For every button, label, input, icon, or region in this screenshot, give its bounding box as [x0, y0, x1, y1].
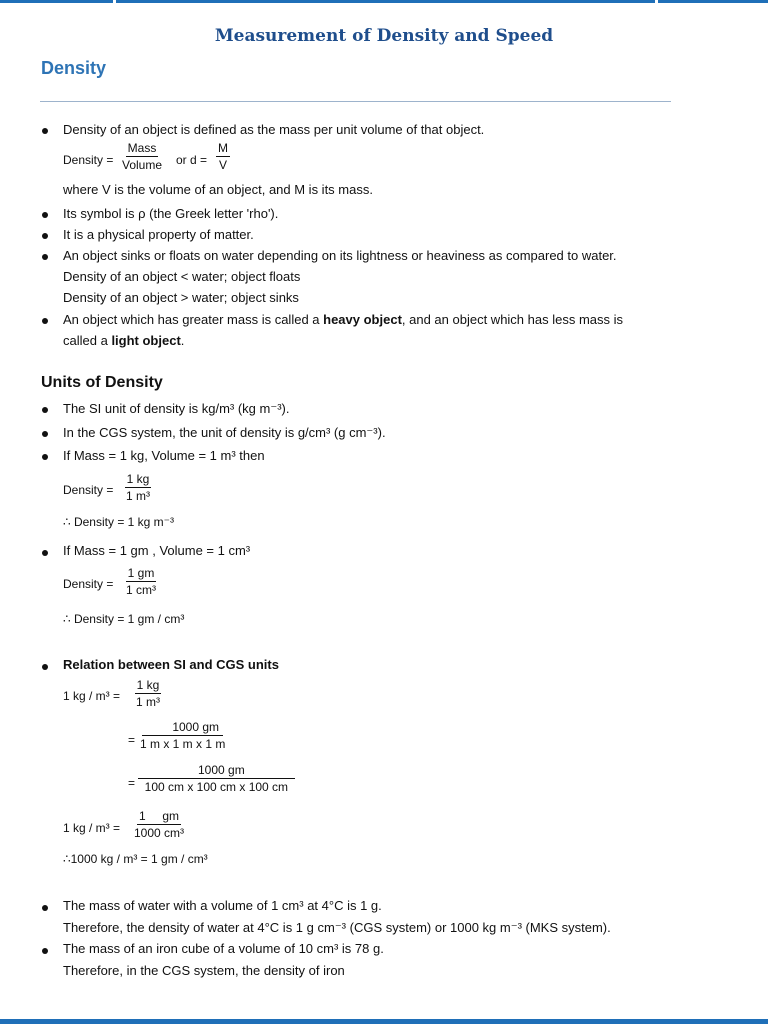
- iron-density-text: Therefore, in the CGS system, the density of iron: [63, 963, 345, 978]
- heavy-object-text: An object which has greater mass is called a heavy object, and an object which has less mass is: [63, 312, 624, 327]
- section-heading-density: Density: [41, 58, 107, 78]
- sink-float-text: An object sinks or floats on water depending on its lightness or heaviness as compared to water.: [63, 248, 617, 263]
- floats-rule: Density of an object < water; object floats: [63, 269, 301, 284]
- example2-fraction: $\frac{1 gm}{\text{1 cm³}}$: [126, 566, 156, 597]
- example2-result: ∴ Density = 1 gm / cm³: [63, 612, 185, 626]
- formula-label: Density =: [63, 153, 114, 167]
- example2-condition: If Mass = 1 gm , Volume = 1 cm³: [63, 543, 251, 558]
- formula-numerator: Mass: [127, 141, 157, 155]
- bottom-border: [0, 1019, 768, 1024]
- formula-where: where V is the volume of an object, and M is its mass.: [63, 182, 373, 197]
- bullet: [42, 233, 48, 239]
- relation-fraction-4: $\frac{1 gm}{\text{1000 cm³}}$: [134, 809, 185, 840]
- page-title: Measurement of Density and Speed: [214, 26, 554, 46]
- si-unit-text: The SI unit of density is kg/m³ (kg m⁻³).: [63, 401, 290, 416]
- equals-sign: =: [128, 776, 136, 790]
- relation-label-2: 1 kg / m³ =: [63, 821, 121, 835]
- bullet: [42, 212, 48, 218]
- formula-or: or d =: [176, 153, 208, 167]
- light-object-term: light object: [111, 333, 181, 348]
- relation-fraction-1: $\frac{1 kg}{\text{1 m³}}$: [136, 678, 160, 709]
- units-heading: Units of Density: [41, 374, 163, 391]
- bullet: [42, 454, 48, 460]
- formula-fraction-short: [216, 141, 230, 172]
- relation-result: ∴1000 kg / m³ = 1 gm / cm³: [63, 852, 208, 866]
- top-border-gap: [113, 0, 116, 3]
- bullet: [42, 664, 48, 670]
- bullet: [42, 948, 48, 954]
- bullet: [42, 905, 48, 911]
- bullet: [42, 254, 48, 260]
- iron-mass-text: The mass of an iron cube of a volume of 10 cm³ is 78 g.: [63, 941, 384, 956]
- definition-text: Density of an object is defined as the mass per unit volume of that object.: [63, 122, 485, 137]
- bullet: [42, 407, 48, 413]
- bullet: [42, 318, 48, 324]
- example1-condition: If Mass = 1 kg, Volume = 1 m³ then: [63, 448, 265, 463]
- divider: [40, 101, 671, 102]
- top-border-gap: [655, 0, 658, 3]
- example1-result: ∴ Density = 1 kg m⁻³: [63, 515, 174, 529]
- relation-label: 1 kg / m³ =: [63, 689, 121, 703]
- formula-numerator: M: [218, 141, 228, 155]
- bullet: [42, 431, 48, 437]
- bullet: [42, 128, 48, 134]
- example1-label: Density =: [63, 483, 114, 497]
- relation-fraction-3: $\frac{1000 gm}{\text{100 cm x 100 cm x 100 cm}}$: [138, 763, 295, 794]
- example2-label: Density =: [63, 577, 114, 591]
- water-mass-text: The mass of water with a volume of 1 cm³ at 4°C is 1 g.: [63, 898, 382, 913]
- symbol-text: Its symbol is ρ (the Greek letter 'rho').: [63, 206, 279, 221]
- example1-fraction: $\frac{1 kg}{\text{1 m³}}$: [126, 472, 150, 503]
- bullet: [42, 550, 48, 556]
- relation-fraction-2: $\frac{1000 gm}{\text{1 m x 1 m x 1 m}}$: [140, 720, 226, 751]
- water-density-text: Therefore, the density of water at 4°C is 1 g cm⁻³ (CGS system) or 1000 kg m⁻³ (MKS system).: [63, 920, 611, 935]
- formula-denominator: Volume: [122, 158, 163, 172]
- light-object-text: called a light object.: [63, 333, 185, 348]
- formula-denominator: V: [218, 158, 227, 172]
- relation-heading: Relation between SI and CGS units: [63, 657, 279, 672]
- property-text: It is a physical property of matter.: [63, 227, 254, 242]
- heavy-object-term: heavy object: [323, 312, 402, 327]
- cgs-unit-text: In the CGS system, the unit of density is g/cm³ (g cm⁻³).: [63, 425, 386, 440]
- sinks-rule: Density of an object > water; object sinks: [63, 290, 299, 305]
- equals-sign: =: [128, 733, 136, 747]
- formula-fraction: [120, 141, 164, 172]
